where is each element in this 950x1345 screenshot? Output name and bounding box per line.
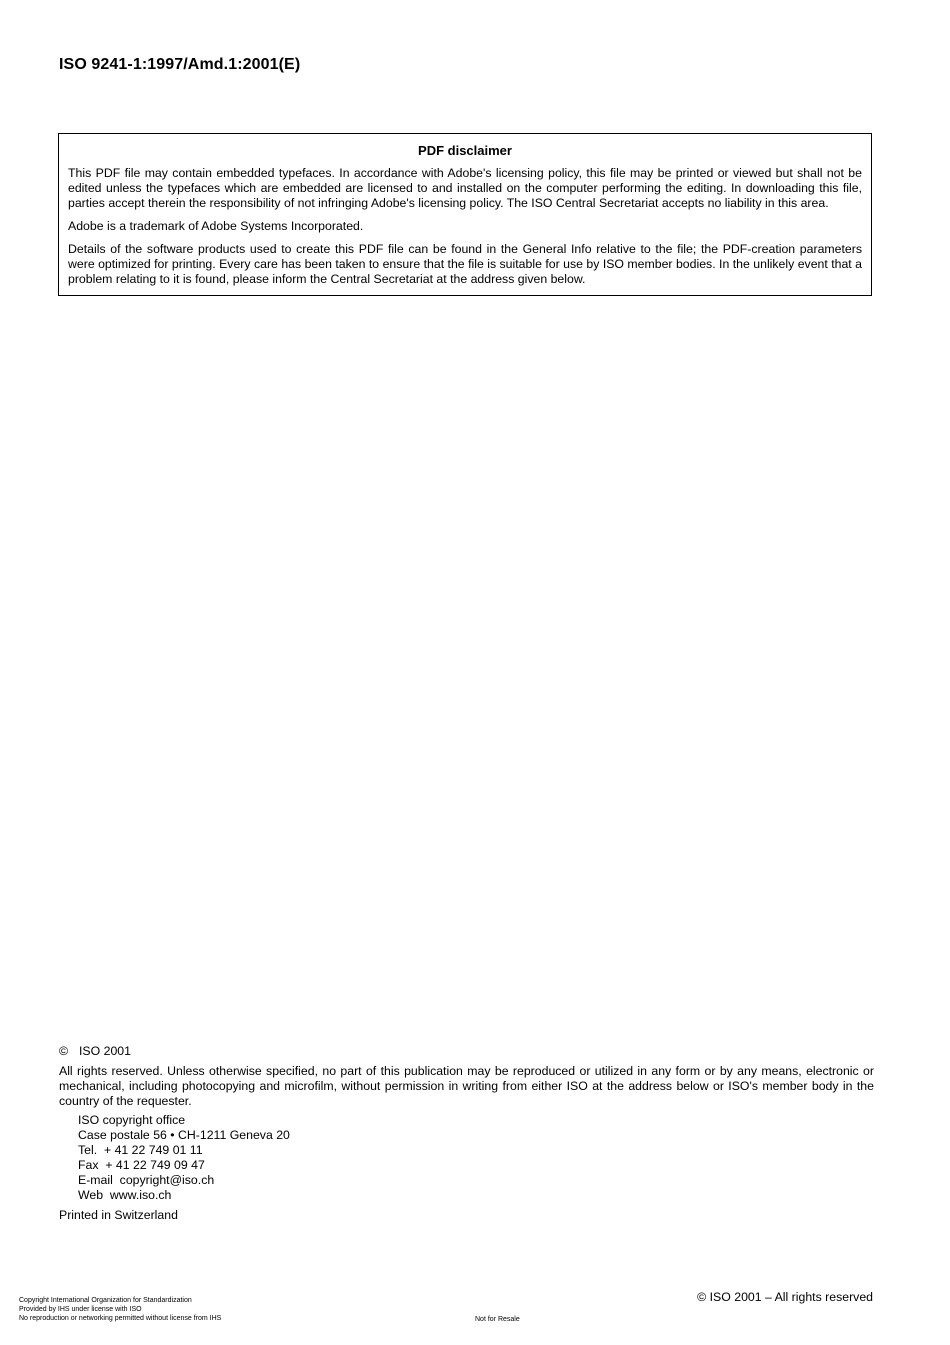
footer-rights-reserved: © ISO 2001 – All rights reserved <box>697 1290 873 1304</box>
pdf-disclaimer-box <box>58 133 872 296</box>
copyright-year: ISO 2001 <box>79 1044 131 1058</box>
disclaimer-paragraph-trademark: Adobe is a trademark of Adobe Systems Incorporated. <box>68 219 364 233</box>
footer-license-notice <box>19 1296 221 1323</box>
address-tel: Tel. + 41 22 749 01 11 <box>78 1143 203 1157</box>
address-postal: Case postale 56 • CH-1211 Geneva 20 <box>78 1128 290 1142</box>
disclaimer-title: PDF disclaimer <box>418 143 512 158</box>
document-id: ISO 9241-1:1997/Amd.1:2001(E) <box>59 56 301 73</box>
copyright-block <box>59 1044 874 1223</box>
copyright-office-address <box>78 1113 874 1203</box>
address-fax: Fax + 41 22 749 09 47 <box>78 1158 205 1172</box>
disclaimer-paragraph-typefaces: This PDF file may contain embedded typefaces. In accordance with Adobe's licensing policy, this file may be printed or viewed but shall not be edited unless the typefaces which are embedded are licensed to and installed on the computer performing the editing. In downloading this file, parties accept therein the responsibility of not infringing Adobe's licensing policy. The ISO Central Secretariat accepts no liability in this area. <box>68 166 862 210</box>
printed-in: Printed in Switzerland <box>59 1208 178 1222</box>
footer-license-line: Provided by IHS under license with ISO <box>19 1306 142 1313</box>
footer-license-line: Copyright International Organization for Standardization <box>19 1297 192 1304</box>
copyright-symbol: © <box>59 1044 69 1058</box>
disclaimer-paragraph-details: Details of the software products used to create this PDF file can be found in the General Info relative to the file; the PDF-creation parameters were optimized for printing. Every care has been taken to ensure that the file is suitable for use by ISO member bodies. In the unlikely event that a problem relating to it is found, please inform the Central Secretariat at the address given below. <box>68 242 862 286</box>
footer-not-for-resale: Not for Resale <box>475 1316 520 1323</box>
address-office: ISO copyright office <box>78 1113 186 1127</box>
copyright-notice <box>59 1044 874 1059</box>
footer-license-line: No reproduction or networking permitted without license from IHS <box>19 1315 222 1322</box>
address-email: E-mail copyright@iso.ch <box>78 1173 215 1187</box>
address-web: Web www.iso.ch <box>78 1188 172 1202</box>
rights-statement: All rights reserved. Unless otherwise specified, no part of this publication may be reproduced or utilized in any form or by any means, electronic or mechanical, including photocopying and microfilm, without permission in writing from either ISO at the address below or ISO's member body in the country of the requester. <box>59 1064 874 1108</box>
